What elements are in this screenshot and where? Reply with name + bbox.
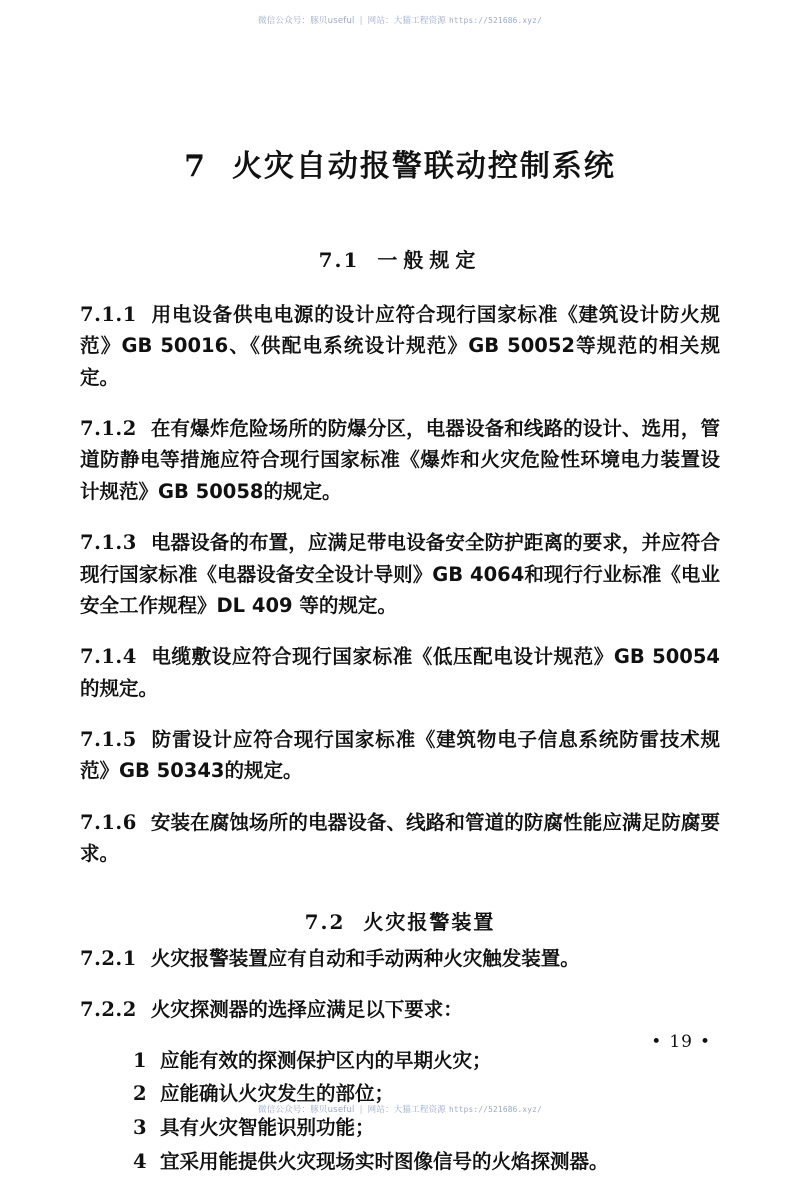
page-number-footer	[0, 1032, 800, 1052]
clause-number: 7.2.1	[80, 946, 137, 970]
watermark-separator: |	[359, 16, 363, 26]
chapter-number: 7	[184, 149, 206, 184]
list-item-number: 4	[133, 1149, 147, 1173]
watermark-bottom	[0, 1103, 800, 1115]
watermark-site-name: 大猫工程资源	[393, 16, 446, 26]
clause-text: 火灾探测器的选择应满足以下要求：	[150, 997, 463, 1021]
footer-left-dot: •	[651, 1032, 663, 1052]
section-name: 火灾报警装置	[363, 909, 496, 934]
list-item-text: 具有火灾智能识别功能；	[160, 1115, 375, 1139]
clause-text: 电器设备的布置，应满足带电设备安全防护距离的要求，并应符合现行国家标准《电器设备安全设计导则》GB 4064和现行行业标准《电业安全工作规程》DL 409 等的规定。	[80, 530, 720, 618]
clause-7-1-1	[80, 299, 720, 394]
clause-text: 火灾报警装置应有自动和手动两种火灾触发装置。	[150, 946, 580, 970]
footer-right-dot: •	[699, 1032, 711, 1052]
chapter-name: 火灾自动报警联动控制系统	[231, 149, 616, 184]
watermark-url: https://521686.xyz/	[448, 16, 542, 25]
clause-text: 在有爆炸危险场所的防爆分区，电器设备和线路的设计、选用，管道防静电等措施应符合现行国家标准《爆炸和火灾危险性环境电力装置设计规范》GB 50058的规定。	[80, 416, 720, 503]
clause-7-1-2	[80, 413, 720, 508]
clause-text: 用电设备供电电源的设计应符合现行国家标准《建筑设计防火规范》GB 50016、《供配电系统设计规范》GB 50052等规范的相关规定。	[80, 302, 720, 389]
list-item-number: 1	[133, 1048, 147, 1072]
list-item-text: 应能有效的探测保护区内的早期火灾；	[160, 1048, 492, 1072]
clause-number: 7.2.2	[80, 997, 137, 1021]
clause-7-2-1	[80, 943, 720, 975]
section-number: 7.1	[318, 247, 360, 272]
clause-number: 7.1.5	[80, 727, 137, 751]
watermark-separator: |	[359, 1105, 363, 1115]
content-column	[80, 0, 720, 1177]
watermark-site-label: 网站：	[367, 1105, 394, 1115]
clause-number: 7.1.1	[80, 302, 137, 326]
clause-7-1-6	[80, 807, 720, 870]
section-number: 7.2	[304, 909, 346, 934]
list-item-text: 应能确认火灾发生的部位；	[160, 1082, 395, 1106]
clause-7-2-2	[80, 994, 720, 1026]
clause-number: 7.1.4	[80, 645, 137, 669]
watermark-wechat-name: 豚贝useful	[310, 1105, 355, 1115]
clause-text: 防雷设计应符合现行国家标准《建筑物电子信息系统防雷技术规范》GB 50343的规定。	[80, 727, 720, 783]
clause-text: 安装在腐蚀场所的电器设备、线路和管道的防腐性能应满足防腐要求。	[80, 810, 720, 866]
clause-number: 7.1.6	[80, 810, 137, 834]
watermark-site-name: 大猫工程资源	[393, 1105, 446, 1115]
clause-number: 7.1.2	[80, 416, 137, 440]
list-item-number: 3	[133, 1115, 147, 1139]
section-heading-7-1	[80, 244, 720, 273]
list-item-text: 宜采用能提供火灾现场实时图像信号的火焰探测器。	[160, 1149, 609, 1173]
page-number: 19	[669, 1032, 693, 1052]
list-item	[80, 1146, 720, 1177]
clause-number: 7.1.3	[80, 530, 137, 554]
watermark-wechat-label: 微信公众号：	[258, 1105, 311, 1115]
watermark-wechat-label: 微信公众号：	[258, 16, 311, 26]
watermark-wechat-name: 豚贝useful	[310, 16, 355, 26]
clause-7-1-4	[80, 641, 720, 704]
watermark-site-label: 网站：	[367, 16, 394, 26]
clause-7-1-3	[80, 527, 720, 622]
section-heading-7-2	[80, 906, 720, 935]
watermark-url: https://521686.xyz/	[448, 1105, 542, 1114]
list-item-number: 2	[133, 1082, 147, 1106]
list-item	[80, 1112, 720, 1144]
clause-text: 电缆敷设应符合现行国家标准《低压配电设计规范》GB 50054的规定。	[80, 645, 720, 700]
chapter-title	[80, 148, 720, 186]
clause-7-1-5	[80, 724, 720, 787]
section-name: 一般规定	[377, 247, 482, 272]
